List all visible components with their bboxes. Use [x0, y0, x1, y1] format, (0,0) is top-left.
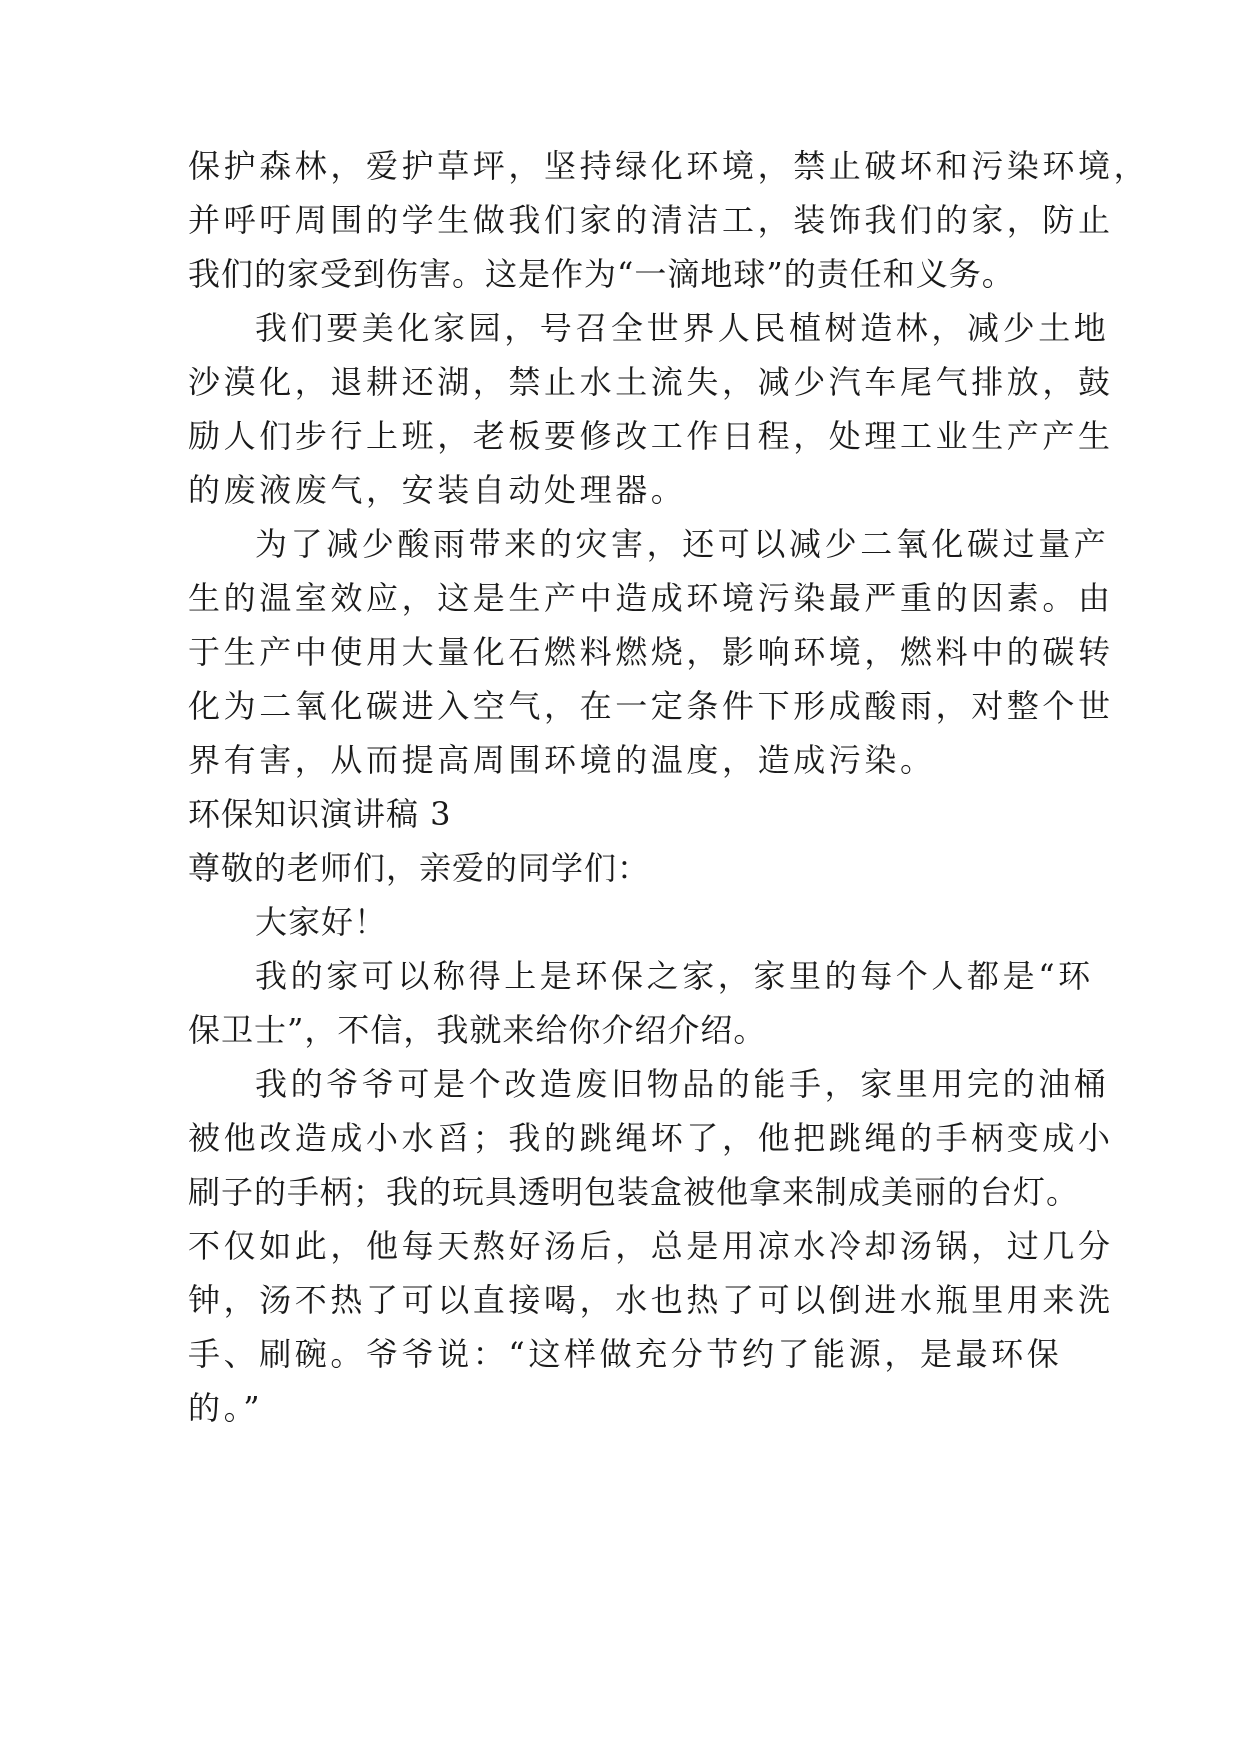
text-line: 生的温室效应，这是生产中造成环境污染最严重的因素。由: [188, 579, 1114, 617]
text-line: 保护森林，爱护草坪，坚持绿化环境，禁止破坏和污染环境，: [188, 147, 1150, 185]
paragraph-start-line: 我们要美化家园，号召全世界人民植树造林，减少土地: [255, 309, 1110, 347]
text-line: 的废液废气，安装自动处理器。: [188, 471, 687, 509]
text-line: 于生产中使用大量化石燃料燃烧，影响环境，燃料中的碳转: [188, 633, 1114, 671]
text-line: 不仅如此，他每天熬好汤后，总是用凉水冷却汤锅，过几分: [188, 1227, 1114, 1265]
paragraph-start-line: 为了减少酸雨带来的灾害，还可以减少二氧化碳过量产: [255, 525, 1110, 563]
text-line: 我们的家受到伤害。这是作为“一滴地球”的责任和义务。: [188, 255, 1015, 293]
text-line: 刷子的手柄；我的玩具透明包装盒被他拿来制成美丽的台灯。: [188, 1173, 1080, 1211]
text-line: 钟，汤不热了可以直接喝，水也热了可以倒进水瓶里用来洗: [188, 1281, 1114, 1319]
paragraph-start-line: 我的爷爷可是个改造废旧物品的能手，家里用完的油桶: [255, 1065, 1110, 1103]
paragraph-start-line: 我的家可以称得上是环保之家，家里的每个人都是“环: [255, 957, 1094, 995]
text-line: 保卫士”，不信，我就来给你介绍介绍。: [188, 1011, 767, 1049]
text-line: 化为二氧化碳进入空气，在一定条件下形成酸雨，对整个世: [188, 687, 1114, 725]
text-line: 被他改造成小水舀；我的跳绳坏了，他把跳绳的手柄变成小: [188, 1119, 1114, 1157]
text-line: 手、刷碗。爷爷说：“这样做充分节约了能源，是最环保: [188, 1335, 1063, 1373]
text-line: 励人们步行上班，老板要修改工作日程，处理工业生产产生: [188, 417, 1114, 455]
section-heading: 环保知识演讲稿 3: [188, 795, 452, 833]
text-line: 界有害，从而提高周围环境的温度，造成污染。: [188, 741, 936, 779]
text-line: 并呼吁周围的学生做我们家的清洁工，装饰我们的家，防止: [188, 201, 1114, 239]
salutation-line: 尊敬的老师们，亲爱的同学们：: [188, 849, 651, 887]
text-line: 沙漠化，退耕还湖，禁止水土流失，减少汽车尾气排放，鼓: [188, 363, 1114, 401]
greeting-line: 大家好！: [255, 903, 388, 941]
text-line: 的。”: [188, 1389, 264, 1427]
